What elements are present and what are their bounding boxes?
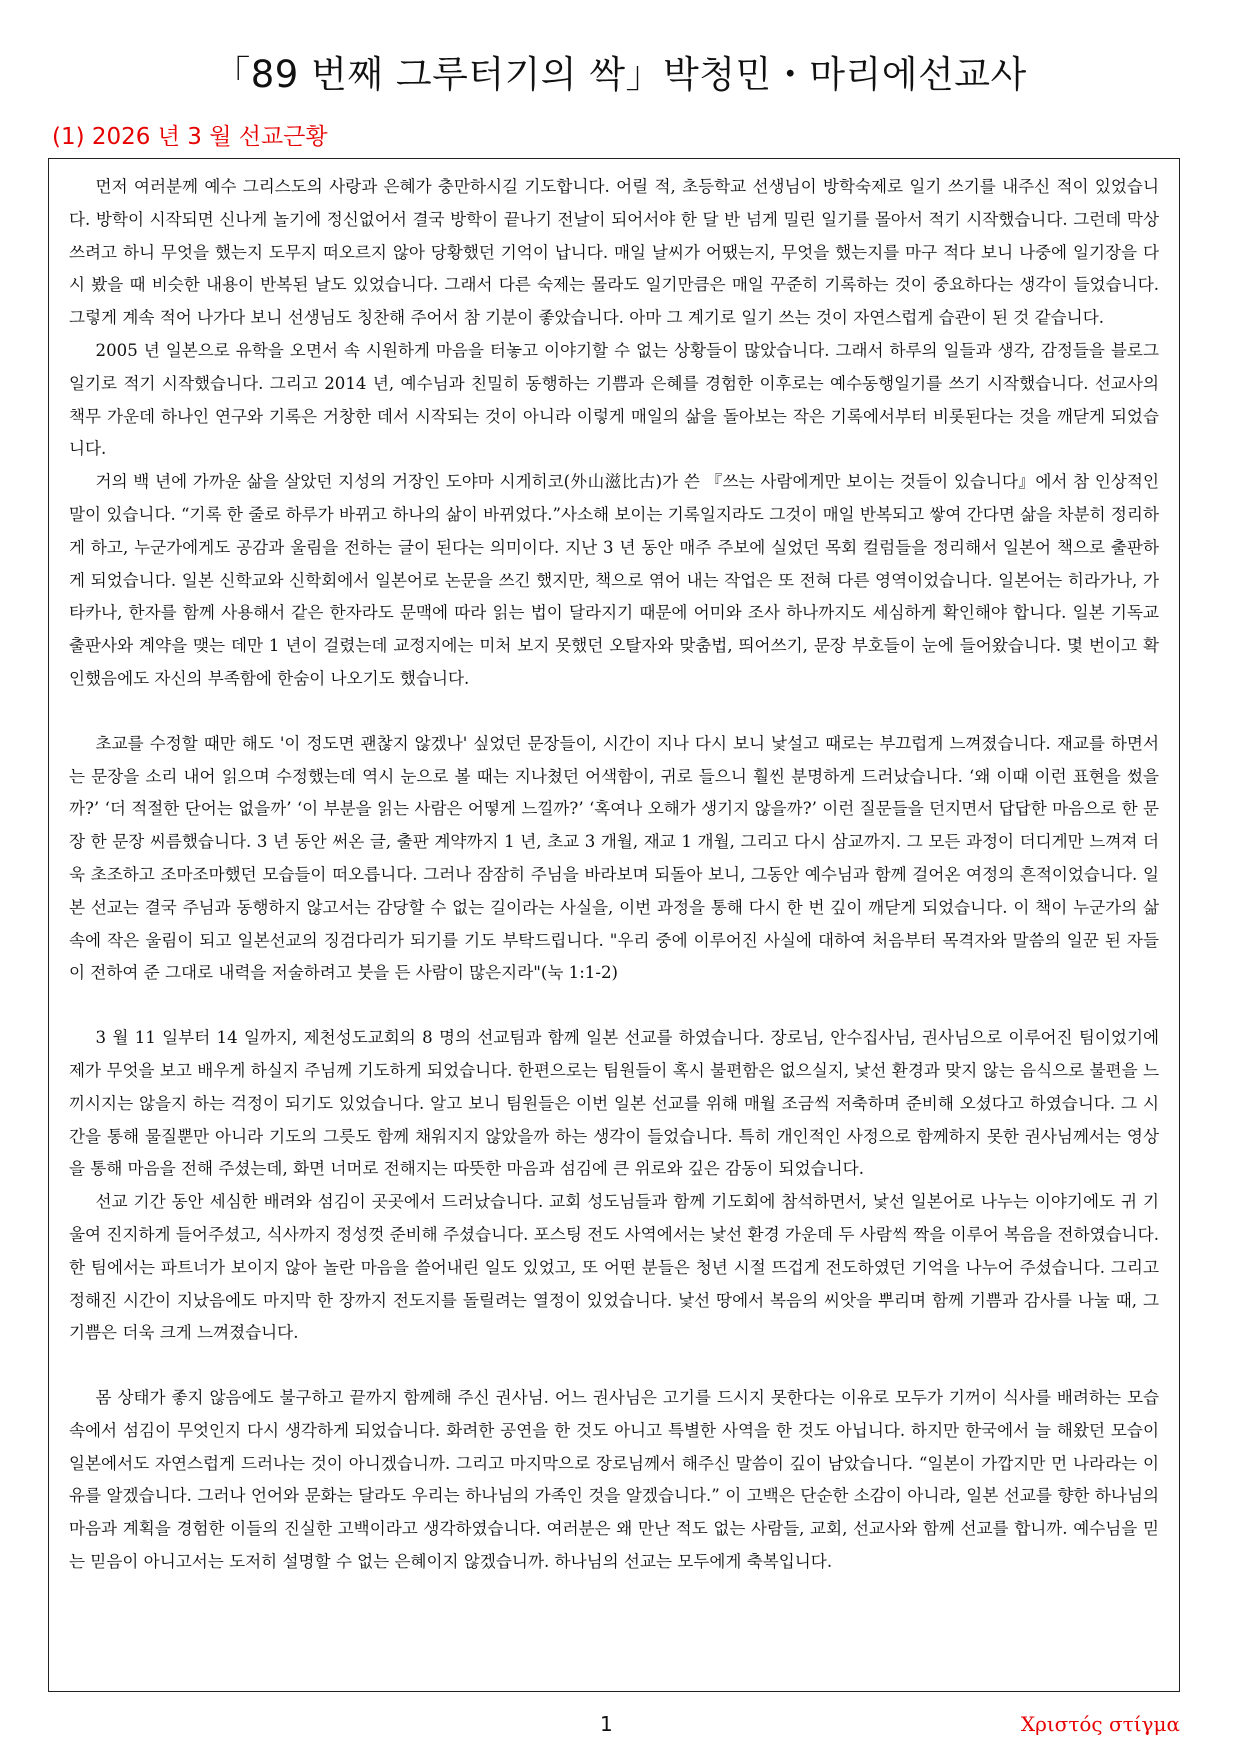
- section-heading: (1) 2026 년 3 월 선교근황: [52, 124, 328, 150]
- paragraph-6: 선교 기간 동안 세심한 배려와 섬김이 곳곳에서 드러났습니다. 교회 성도님들과 함께 기도회에 참석하면서, 낯선 일본어로 나누는 이야기에도 귀 기울여 진지하게 들어주셨고, 식사까지 정성껏 준비해 주셨습니다. 포스팅 전도 사역에서는 낯선 환경 가운데 두 사람씩 짝을 이루어 복음을 전하였습니다. 한 팀에서는 파트너가 보이지 않아 놀란 마음을 쓸어내린 일도 있었고, 또 어떤 분들은 청년 시절 뜨겁게 전도하였던 기억을 나누어 주셨습니다. 그리고 정해진 시간이 지났음에도 마지막 한 장까지 전도지를 돌릴려는 열정이 있었습니다. 낯선 땅에서 복음의 씨앗을 뿌리며 함께 기쁨과 감사를 나눌 때, 그 기쁨은 더욱 크게 느껴졌습니다.: [69, 1192, 1159, 1343]
- page-title: 「89 번째 그루터기의 싹」박청민・마리에선교사: [213, 53, 1027, 96]
- paragraph-2: 2005 년 일본으로 유학을 오면서 속 시원하게 마음을 터놓고 이야기할 수 없는 상황들이 많았습니다. 그래서 하루의 일들과 생각, 감정들을 블로그 일기로 적기 시작했습니다. 그리고 2014 년, 예수님과 친밀히 동행하는 기쁨과 은혜를 경험한 이후로는 예수동행일기를 쓰기 시작했습니다. 선교사의 책무 가운데 하나인 연구와 기록은 거창한 데서 시작되는 것이 아니라 이렇게 매일의 삶을 돌아보는 작은 기록에서부터 비롯된다는 것을 깨닫게 되었습니다.: [69, 340, 1159, 459]
- paragraph-1: 먼저 여러분께 예수 그리스도의 사랑과 은혜가 충만하시길 기도합니다. 어릴 적, 초등학교 선생님이 방학숙제로 일기 쓰기를 내주신 적이 있었습니다. 방학이 시작되면 신나게 놀기에 정신없어서 결국 방학이 끝나기 전날이 되어서야 한 달 반 넘게 밀린 일기를 몰아서 적기 시작했습니다. 그런데 막상 쓰려고 하니 무엇을 했는지 도무지 떠오르지 않아 당황했던 기억이 납니다. 매일 날씨가 어땠는지, 무엇을 했는지를 마구 적다 보니 나중에 일기장을 다시 봤을 때 비슷한 내용이 반복된 날도 있었습니다. 그래서 다른 숙제는 몰라도 일기만큼은 매일 꾸준히 기록하는 것이 중요하다는 생각이 들었습니다. 그렇게 계속 적어 나가다 보니 선생님도 칭찬해 주어서 참 기분이 좋았습니다. 아마 그 계기로 일기 쓰는 것이 자연스럽게 습관이 된 것 같습니다.: [69, 177, 1159, 328]
- page-number: 1: [600, 1712, 613, 1736]
- paragraph-spacer: [69, 990, 1159, 1022]
- paragraph-spacer: [69, 696, 1159, 728]
- paragraph-3: 거의 백 년에 가까운 삶을 살았던 지성의 거장인 도야마 시게히코(外山滋比古)가 쓴 『쓰는 사람에게만 보이는 것들이 있습니다』에서 참 인상적인 말이 있습니다. “기록 한 줄로 하루가 바뀌고 하나의 삶이 바뀌었다.”사소해 보이는 기록일지라도 그것이 매일 반복되고 쌓여 간다면 삶을 차분히 정리하게 하고, 누군가에게도 공감과 울림을 전하는 글이 된다는 의미이다. 지난 3 년 동안 매주 주보에 실었던 목회 컬럼들을 정리해서 일본어 책으로 출판하게 되었습니다. 일본 신학교와 신학회에서 일본어로 논문을 쓰긴 했지만, 책으로 엮어 내는 작업은 또 전혀 다른 영역이었습니다. 일본어는 히라가나, 가타카나, 한자를 함께 사용해서 같은 한자라도 문맥에 따라 읽는 법이 달라지기 때문에 어미와 조사 하나까지도 세심하게 확인해야 합니다. 일본 기독교 출판사와 계약을 맺는 데만 1 년이 걸렸는데 교정지에는 미처 보지 못했던 오탈자와 맞춤법, 띄어쓰기, 문장 부호들이 눈에 들어왔습니다. 몇 번이고 확인했음에도 자신의 부족함에 한숨이 나오기도 했습니다.: [69, 472, 1159, 688]
- letter-content-box: [48, 158, 1180, 1692]
- paragraph-5: 3 월 11 일부터 14 일까지, 제천성도교회의 8 명의 선교팀과 함께 일본 선교를 하였습니다. 장로님, 안수집사님, 권사님으로 이루어진 팀이었기에 제가 무엇을 보고 배우게 하실지 주님께 기도하게 되었습니다. 한편으로는 팀원들이 혹시 불편함은 없으실지, 낯선 환경과 맞지 않는 음식으로 불편을 느끼시지는 않을지 하는 걱정이 되기도 있었습니다. 알고 보니 팀원들은 이번 일본 선교를 위해 매월 조금씩 저축하며 준비해 오셨다고 하였습니다. 그 시간을 통해 물질뿐만 아니라 기도의 그릇도 함께 채워지지 않았을까 하는 생각이 들었습니다. 특히 개인적인 사정으로 함께하지 못한 권사님께서는 영상을 통해 마음을 전해 주셨는데, 화면 너머로 전해지는 따뜻한 마음과 섬김에 큰 위로와 깊은 감동이 되었습니다.: [69, 1028, 1159, 1179]
- paragraph-spacer: [69, 1350, 1159, 1382]
- footer-signature: Χριστός στίγμα: [1020, 1712, 1180, 1736]
- paragraph-4: 초교를 수정할 때만 해도 '이 정도면 괜찮지 않겠나' 싶었던 문장들이, 시간이 지나 다시 보니 낯설고 때로는 부끄럽게 느껴졌습니다. 재교를 하면서는 문장을 소리 내어 읽으며 수정했는데 역시 눈으로 볼 때는 지나쳤던 어색함이, 귀로 들으니 훨씬 분명하게 드러났습니다. ‘왜 이때 이런 표현을 썼을까?’ ‘더 적절한 단어는 없을까’ ‘이 부분을 읽는 사람은 어떻게 느낄까?’ ‘혹여나 오해가 생기지 않을까?’ 이런 질문들을 던지면서 답답한 마음으로 한 문장 한 문장 씨름했습니다. 3 년 동안 써온 글, 출판 계약까지 1 년, 초교 3 개월, 재교 1 개월, 그리고 다시 삼교까지. 그 모든 과정이 더디게만 느껴져 더욱 초조하고 조마조마했던 모습들이 떠오릅니다. 그러나 잠잠히 주님을 바라보며 되돌아 보니, 그동안 예수님과 함께 걸어온 여정의 흔적이었습니다. 일본 선교는 결국 주님과 동행하지 않고서는 감당할 수 없는 길이라는 사실을, 이번 과정을 통해 다시 한 번 깊이 깨닫게 되었습니다. 이 책이 누군가의 삶 속에 작은 울림이 되고 일본선교의 징검다리가 되기를 기도 부탁드립니다. "우리 중에 이루어진 사실에 대하여 처음부터 목격자와 말씀의 일꾼 된 자들이 전하여 준 그대로 내력을 저술하려고 붓을 든 사람이 많은지라"(눅 1:1-2): [69, 733, 1159, 983]
- paragraph-7: 몸 상태가 좋지 않음에도 불구하고 끝까지 함께해 주신 권사님. 어느 권사님은 고기를 드시지 못한다는 이유로 모두가 기꺼이 식사를 배려하는 모습 속에서 섬김이 무엇인지 다시 생각하게 되었습니다. 화려한 공연을 한 것도 아니고 특별한 사역을 한 것도 아닙니다. 하지만 한국에서 늘 해왔던 모습이 일본에서도 자연스럽게 드러나는 것이 아니겠습니까. 그리고 마지막으로 장로님께서 해주신 말씀이 깊이 남았습니다. “일본이 가깝지만 먼 나라라는 이유를 알겠습니다. 그러나 언어와 문화는 달라도 우리는 하나님의 가족인 것을 알겠습니다.” 이 고백은 단순한 소감이 아니라, 일본 선교를 향한 하나님의 마음과 계획을 경험한 이들의 진실한 고백이라고 생각하였습니다. 여러분은 왜 만난 적도 없는 사람들, 교회, 선교사와 함께 선교를 합니까. 예수님을 믿는 믿음이 아니고서는 도저히 설명할 수 없는 은혜이지 않겠습니까. 하나님의 선교는 모두에게 축복입니다.: [69, 1388, 1159, 1572]
